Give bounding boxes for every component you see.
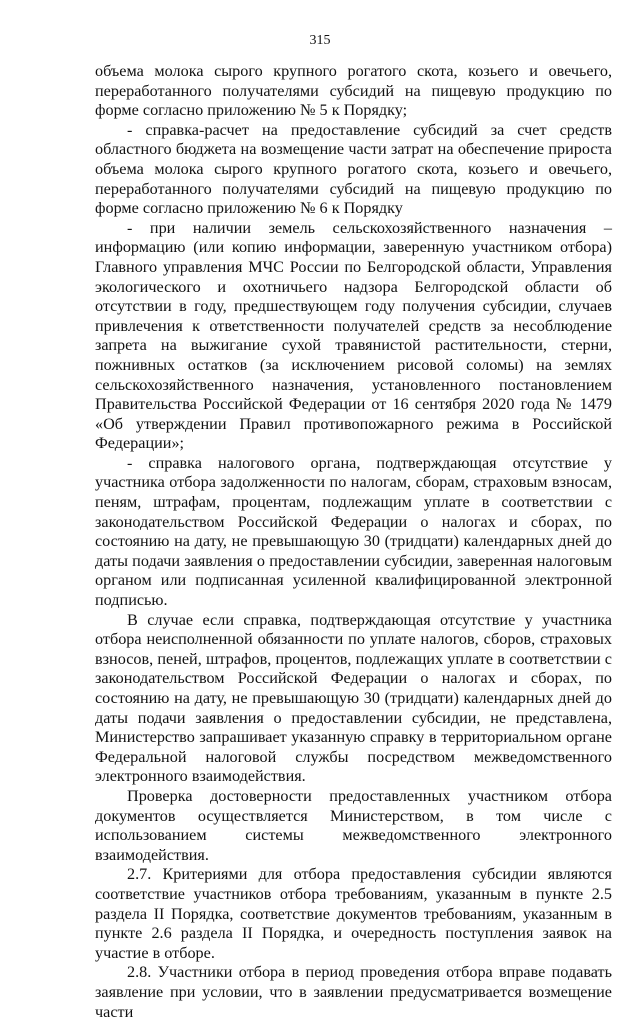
paragraph-6: Проверка достоверности предоставленных участником отбора документов осуществляется Министерством, в том числе с использованием системы межведомственного электронного взаимодействия. [95,786,612,864]
paragraph-2: - справка-расчет на предоставление субсидий за счет средств областного бюджета на возмещение части затрат на обеспечение прироста объема молока сырого крупного рогатого скота, козьего и овечьего, переработанного получателями субсидий на пищевую продукцию по форме согласно приложению № 6 к Порядку [95,120,612,218]
document-body [95,62,612,1022]
paragraph-1: объема молока сырого крупного рогатого скота, козьего и овечьего, переработанного получателями субсидий на пищевую продукцию по форме согласно приложению № 5 к Порядку; [95,62,612,120]
paragraph-8: 2.8. Участники отбора в период проведения отбора вправе подавать заявление при условии, что в заявлении предусматривается возмещение части [95,963,612,1021]
paragraph-3: - при наличии земель сельскохозяйственного назначения – информацию (или копию информации, заверенную участником отбора) Главного управления МЧС России по Белгородской области, Управления экологического и охотничьего надзора Белгородской области об отсутствии в году, предшествующем году получения субсидии, случаев привлечения к ответственности получателей средств за несоблюдение запрета на выжигание сухой травянистой растительности, стерни, пожнивных остатков (за исключением рисовой соломы) на землях сельскохозяйственного назначения, установленного постановлением Правительства Российской Федерации от 16 сентября 2020 года № 1479 «Об утверждении Правил противопожарного режима в Российской Федерации»; [95,218,612,453]
paragraph-4: - справка налогового органа, подтверждающая отсутствие у участника отбора задолженности по налогам, сборам, страховым взносам, пеням, штрафам, процентам, подлежащим уплате в соответствии с законодательством Российской Федерации о налогах и сборах, по состоянию на дату, не превышающую 30 (тридцати) календарных дней до даты подачи заявления о предоставлении субсидии, заверенная налоговым органом или подписанная усиленной квалифицированной электронной подписью. [95,453,612,610]
paragraph-5: В случае если справка, подтверждающая отсутствие у участника отбора неисполненной обязанности по уплате налогов, сборов, страховых взносов, пеней, штрафов, процентов, подлежащих уплате в соответствии с законодательством Российской Федерации о налогах и сборах, по состоянию на дату, не превышающую 30 (тридцати) календарных дней до даты подачи заявления о предоставлении субсидии, не представлена, Министерство запрашивает указанную справку в территориальном органе Федеральной налоговой службы посредством межведомственного электронного взаимодействия. [95,610,612,786]
page-number: 315 [309,33,331,48]
paragraph-7: 2.7. Критериями для отбора предоставления субсидии являются соответствие участников отбора требованиям, указанным в пункте 2.5 раздела II Порядка, соответствие документов требованиям, указанным в пункте 2.6 раздела II Порядка, и очередность поступления заявок на участие в отборе. [95,865,612,962]
